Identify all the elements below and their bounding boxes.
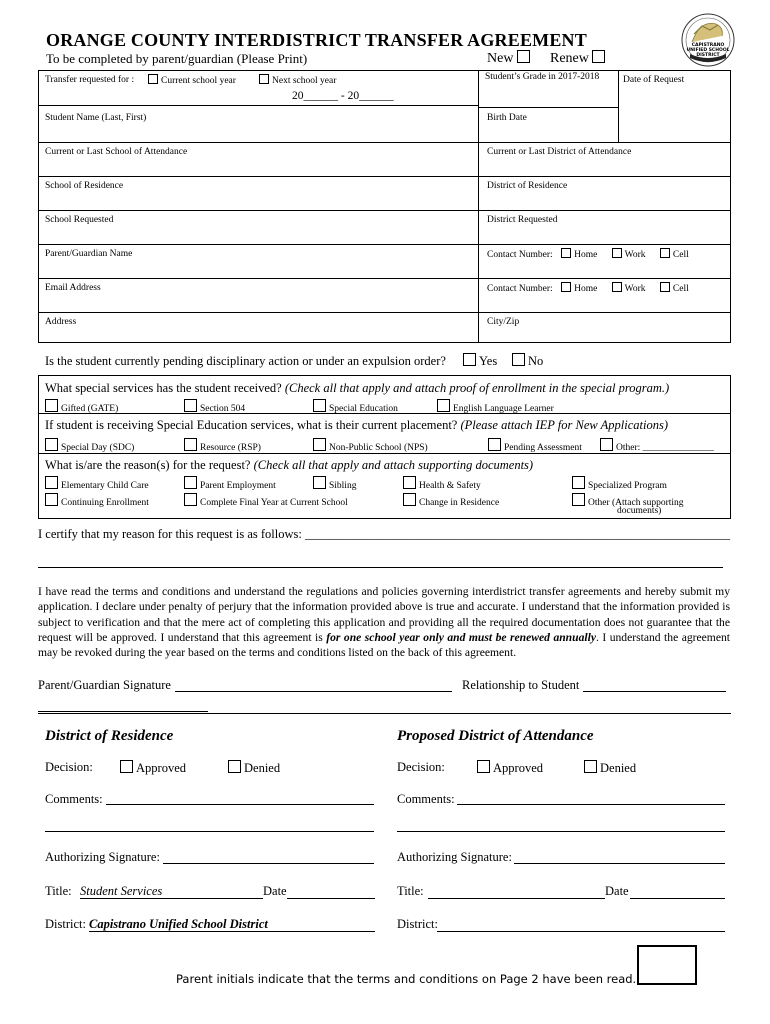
contact-number-2 (487, 282, 689, 294)
section504-option[interactable] (184, 399, 245, 414)
discipline-no-label: No (528, 354, 544, 368)
attendance-approved-label: Approved (493, 761, 543, 775)
work-checkbox-2[interactable] (612, 282, 622, 292)
contact-number-1 (487, 248, 689, 260)
certify-continuation-line[interactable] (38, 567, 723, 568)
cell-checkbox-2[interactable] (660, 282, 670, 292)
discipline-no-option[interactable] (512, 353, 543, 369)
attendance-denied-checkbox[interactable] (584, 760, 597, 773)
residence-district-label: District: (45, 917, 86, 931)
district-requested-label: District Requested (487, 215, 558, 225)
other-placement-option[interactable] (600, 438, 714, 453)
student-name-label: Student Name (Last, First) (45, 113, 147, 123)
cell-checkbox-1[interactable] (660, 248, 670, 258)
attendance-comments-line[interactable] (457, 804, 725, 805)
residence-auth-sig-line[interactable] (163, 863, 374, 864)
initials-instruction: Parent initials indicate that the terms and conditions on Page 2 have been read. (176, 972, 637, 986)
attendance-title-label: Title: (397, 884, 424, 898)
reason-health-checkbox[interactable] (403, 476, 416, 489)
special-education-option[interactable] (313, 399, 398, 414)
sped-question-text: If student is receiving Special Education services, what is their current placement? (45, 418, 458, 432)
attendance-district-line[interactable] (437, 931, 725, 932)
reason-residence[interactable] (403, 493, 499, 508)
attendance-comments-line-2[interactable] (397, 831, 725, 832)
reason-childcare[interactable] (45, 476, 149, 491)
parent-signature-line[interactable] (175, 691, 452, 692)
next-year-checkbox[interactable] (259, 74, 269, 84)
gifted-option[interactable] (45, 399, 118, 414)
rsp-label: Resource (RSP) (200, 443, 261, 453)
reason-specialized[interactable] (572, 476, 667, 491)
reason-sibling[interactable] (313, 476, 356, 491)
discipline-yes-checkbox[interactable] (463, 353, 476, 366)
nps-label: Non-Public School (NPS) (329, 443, 428, 453)
special-education-checkbox[interactable] (313, 399, 326, 412)
residence-denied-checkbox[interactable] (228, 760, 241, 773)
section504-label: Section 504 (200, 404, 246, 414)
residence-heading: District of Residence (45, 728, 174, 744)
attendance-denied-option[interactable] (584, 760, 636, 776)
residence-denied-label: Denied (244, 761, 281, 775)
discipline-question: Is the student currently pending disciplinary action or under an expulsion order? (45, 354, 446, 368)
attendance-date-line[interactable] (630, 898, 725, 899)
reasons-question-text: What is/are the reason(s) for the request? (45, 458, 251, 472)
reason-final-year-label: Complete Final Year at Current School (200, 498, 348, 508)
attendance-comments-label: Comments: (397, 792, 455, 806)
cell-label: Cell (672, 250, 689, 260)
city-zip-label: City/Zip (487, 317, 520, 327)
reason-continuing-checkbox[interactable] (45, 493, 58, 506)
school-requested-label: School Requested (45, 215, 114, 225)
email-label: Email Address (45, 283, 101, 293)
discipline-yes-label: Yes (479, 354, 498, 368)
attendance-heading: Proposed District of Attendance (397, 728, 594, 744)
residence-decision-label: Decision: (45, 760, 93, 774)
new-label: New (487, 51, 514, 66)
logo-text: CAPISTRANO UNIFIED SCHOOL DISTRICT (686, 43, 730, 58)
initials-box[interactable] (637, 945, 697, 985)
ell-option[interactable] (437, 399, 554, 414)
sdc-option[interactable] (45, 438, 134, 453)
reason-childcare-checkbox[interactable] (45, 476, 58, 489)
gifted-label: Gifted (GATE) (61, 404, 119, 414)
special-services-question (45, 381, 669, 396)
reasons-instruction: (Check all that apply and attach supporting documents) (253, 458, 534, 472)
reason-final-year[interactable] (184, 493, 348, 508)
residence-comments-line[interactable] (106, 804, 374, 805)
special-education-label: Special Education (329, 404, 398, 414)
section504-checkbox[interactable] (184, 399, 197, 412)
next-year-option[interactable] (259, 74, 336, 86)
reason-health[interactable] (403, 476, 481, 491)
other-placement-label: Other: _______________ (616, 443, 714, 453)
residence-date-line[interactable] (287, 898, 375, 899)
certify-line[interactable]: I certify that my reason for this request is as follows: ____________________________________________________________________ (38, 527, 730, 541)
form-title: ORANGE COUNTY INTERDISTRICT TRANSFER AGREEMENT (46, 30, 587, 50)
new-option[interactable] (487, 50, 533, 67)
reason-other-label-cont: documents) (617, 506, 662, 516)
current-school-label: Current or Last School of Attendance (45, 147, 188, 157)
attendance-auth-sig-label: Authorizing Signature: (397, 850, 512, 864)
student-info-grid (38, 70, 731, 343)
attendance-auth-sig-line[interactable] (514, 863, 725, 864)
reason-continuing-label: Continuing Enrollment (61, 498, 149, 508)
reason-sibling-label: Sibling (329, 481, 357, 491)
sped-question (45, 418, 668, 433)
district-logo (680, 12, 736, 68)
special-services-question-text: What special services has the student received? (45, 381, 282, 395)
residence-auth-sig-label: Authorizing Signature: (45, 850, 160, 864)
residence-comments-label: Comments: (45, 792, 103, 806)
reason-other-label: Other (Attach supporting (588, 498, 684, 508)
ell-label: English Language Learner (453, 404, 554, 414)
home-checkbox-1[interactable] (561, 248, 571, 258)
residence-approved-checkbox[interactable] (120, 760, 133, 773)
nps-checkbox[interactable] (313, 438, 326, 451)
grade-label: Student’s Grade in 2017-2018 (485, 72, 600, 82)
special-services-instruction: (Check all that apply and attach proof of enrollment in the special program.) (284, 381, 670, 395)
school-residence-label: School of Residence (45, 181, 124, 191)
rsp-option[interactable] (184, 438, 261, 453)
reason-specialized-checkbox[interactable] (572, 476, 585, 489)
current-year-label: Current school year (161, 76, 236, 86)
current-year-checkbox[interactable] (148, 74, 158, 84)
pending-assessment-label: Pending Assessment (504, 443, 582, 453)
attendance-approved-option[interactable] (477, 760, 543, 776)
sdc-checkbox[interactable] (45, 438, 58, 451)
date-request-label: Date of Request (623, 75, 685, 85)
work-label: Work (624, 284, 646, 294)
relationship-line[interactable] (583, 691, 726, 692)
residence-denied-option[interactable] (228, 760, 280, 776)
contact-number-label: Contact Number: (487, 284, 553, 294)
reason-health-label: Health & Safety (419, 481, 481, 491)
transfer-requested-label: Transfer requested for : (45, 75, 135, 85)
renew-checkbox[interactable] (592, 50, 605, 63)
residence-title-value: Student Services (80, 884, 163, 898)
discipline-yes-option[interactable] (463, 353, 497, 369)
reason-sibling-checkbox[interactable] (313, 476, 326, 489)
current-year-option[interactable] (148, 74, 236, 86)
residence-date-label: Date (263, 884, 287, 898)
residence-title-field[interactable] (80, 884, 263, 899)
reason-employment-label: Parent Employment (200, 481, 276, 491)
reason-other-checkbox[interactable] (572, 493, 585, 506)
reason-employment[interactable] (184, 476, 276, 491)
year-range-field[interactable]: 20______ - 20______ (292, 90, 394, 102)
residence-approved-label: Approved (136, 761, 186, 775)
terms-paragraph (38, 584, 730, 660)
attendance-title-line[interactable] (428, 898, 605, 899)
birth-date-label: Birth Date (487, 113, 527, 123)
residence-approved-option[interactable] (120, 760, 186, 776)
home-checkbox-2[interactable] (561, 282, 571, 292)
new-checkbox[interactable] (517, 50, 530, 63)
nps-option[interactable] (313, 438, 428, 453)
work-label: Work (624, 250, 646, 260)
cell-label: Cell (672, 284, 689, 294)
sped-instruction: (Please attach IEP for New Applications) (460, 418, 668, 432)
ell-checkbox[interactable] (437, 399, 450, 412)
sdc-label: Special Day (SDC) (61, 443, 135, 453)
parent-name-label: Parent/Guardian Name (45, 249, 133, 259)
discipline-no-checkbox[interactable] (512, 353, 525, 366)
address-label: Address (45, 317, 77, 327)
renew-label: Renew (550, 51, 589, 66)
reason-residence-label: Change in Residence (419, 498, 500, 508)
gifted-checkbox[interactable] (45, 399, 58, 412)
pending-assessment-checkbox[interactable] (488, 438, 501, 451)
residence-district-value: Capistrano Unified School District (89, 917, 268, 931)
home-label: Home (574, 284, 598, 294)
reason-specialized-label: Specialized Program (588, 481, 667, 491)
reason-employment-checkbox[interactable] (184, 476, 197, 489)
attendance-decision-label: Decision: (397, 760, 445, 774)
work-checkbox-1[interactable] (612, 248, 622, 258)
contact-number-label: Contact Number: (487, 250, 553, 260)
terms-part2: . I understand the agreement may be revoked during the year based on the terms and conditions listed on the back of this agreement. (38, 630, 730, 660)
reason-residence-checkbox[interactable] (403, 493, 416, 506)
next-year-label: Next school year (272, 76, 337, 86)
reason-final-year-checkbox[interactable] (184, 493, 197, 506)
terms-part1: I have read the terms and conditions and understand the regulations and policies governing interdistrict transfer agreements and hereby submit my application. I declare under penalty of perjury that the information provided above is true and accurate. I understand that the information provided is subject to verification and that the mere act of completing this application and providing all the required documentation does not guarantee that the request will be approved. I understand that this agreement is (38, 585, 730, 644)
pending-assessment-option[interactable] (488, 438, 582, 453)
attendance-approved-checkbox[interactable] (477, 760, 490, 773)
relationship-label: Relationship to Student (462, 678, 580, 692)
attendance-district-label: District: (397, 917, 438, 931)
reason-continuing[interactable] (45, 493, 149, 508)
current-district-label: Current or Last District of Attendance (487, 147, 632, 157)
rsp-checkbox[interactable] (184, 438, 197, 451)
attendance-date-label: Date (605, 884, 629, 898)
home-label: Home (574, 250, 598, 260)
other-placement-checkbox[interactable] (600, 438, 613, 451)
district-residence-label: District of Residence (487, 181, 568, 191)
reasons-question (45, 458, 533, 473)
form-subtitle: To be completed by parent/guardian (Please Print) (46, 51, 308, 66)
renew-option[interactable] (550, 50, 608, 67)
reason-childcare-label: Elementary Child Care (61, 481, 149, 491)
residence-title-label: Title: (45, 884, 72, 898)
residence-comments-line-2[interactable] (45, 831, 374, 832)
terms-bold: for one school year only and must be renewed annually (326, 630, 596, 644)
parent-signature-label: Parent/Guardian Signature (38, 678, 171, 692)
attendance-denied-label: Denied (600, 761, 637, 775)
residence-district-field[interactable] (89, 917, 375, 932)
